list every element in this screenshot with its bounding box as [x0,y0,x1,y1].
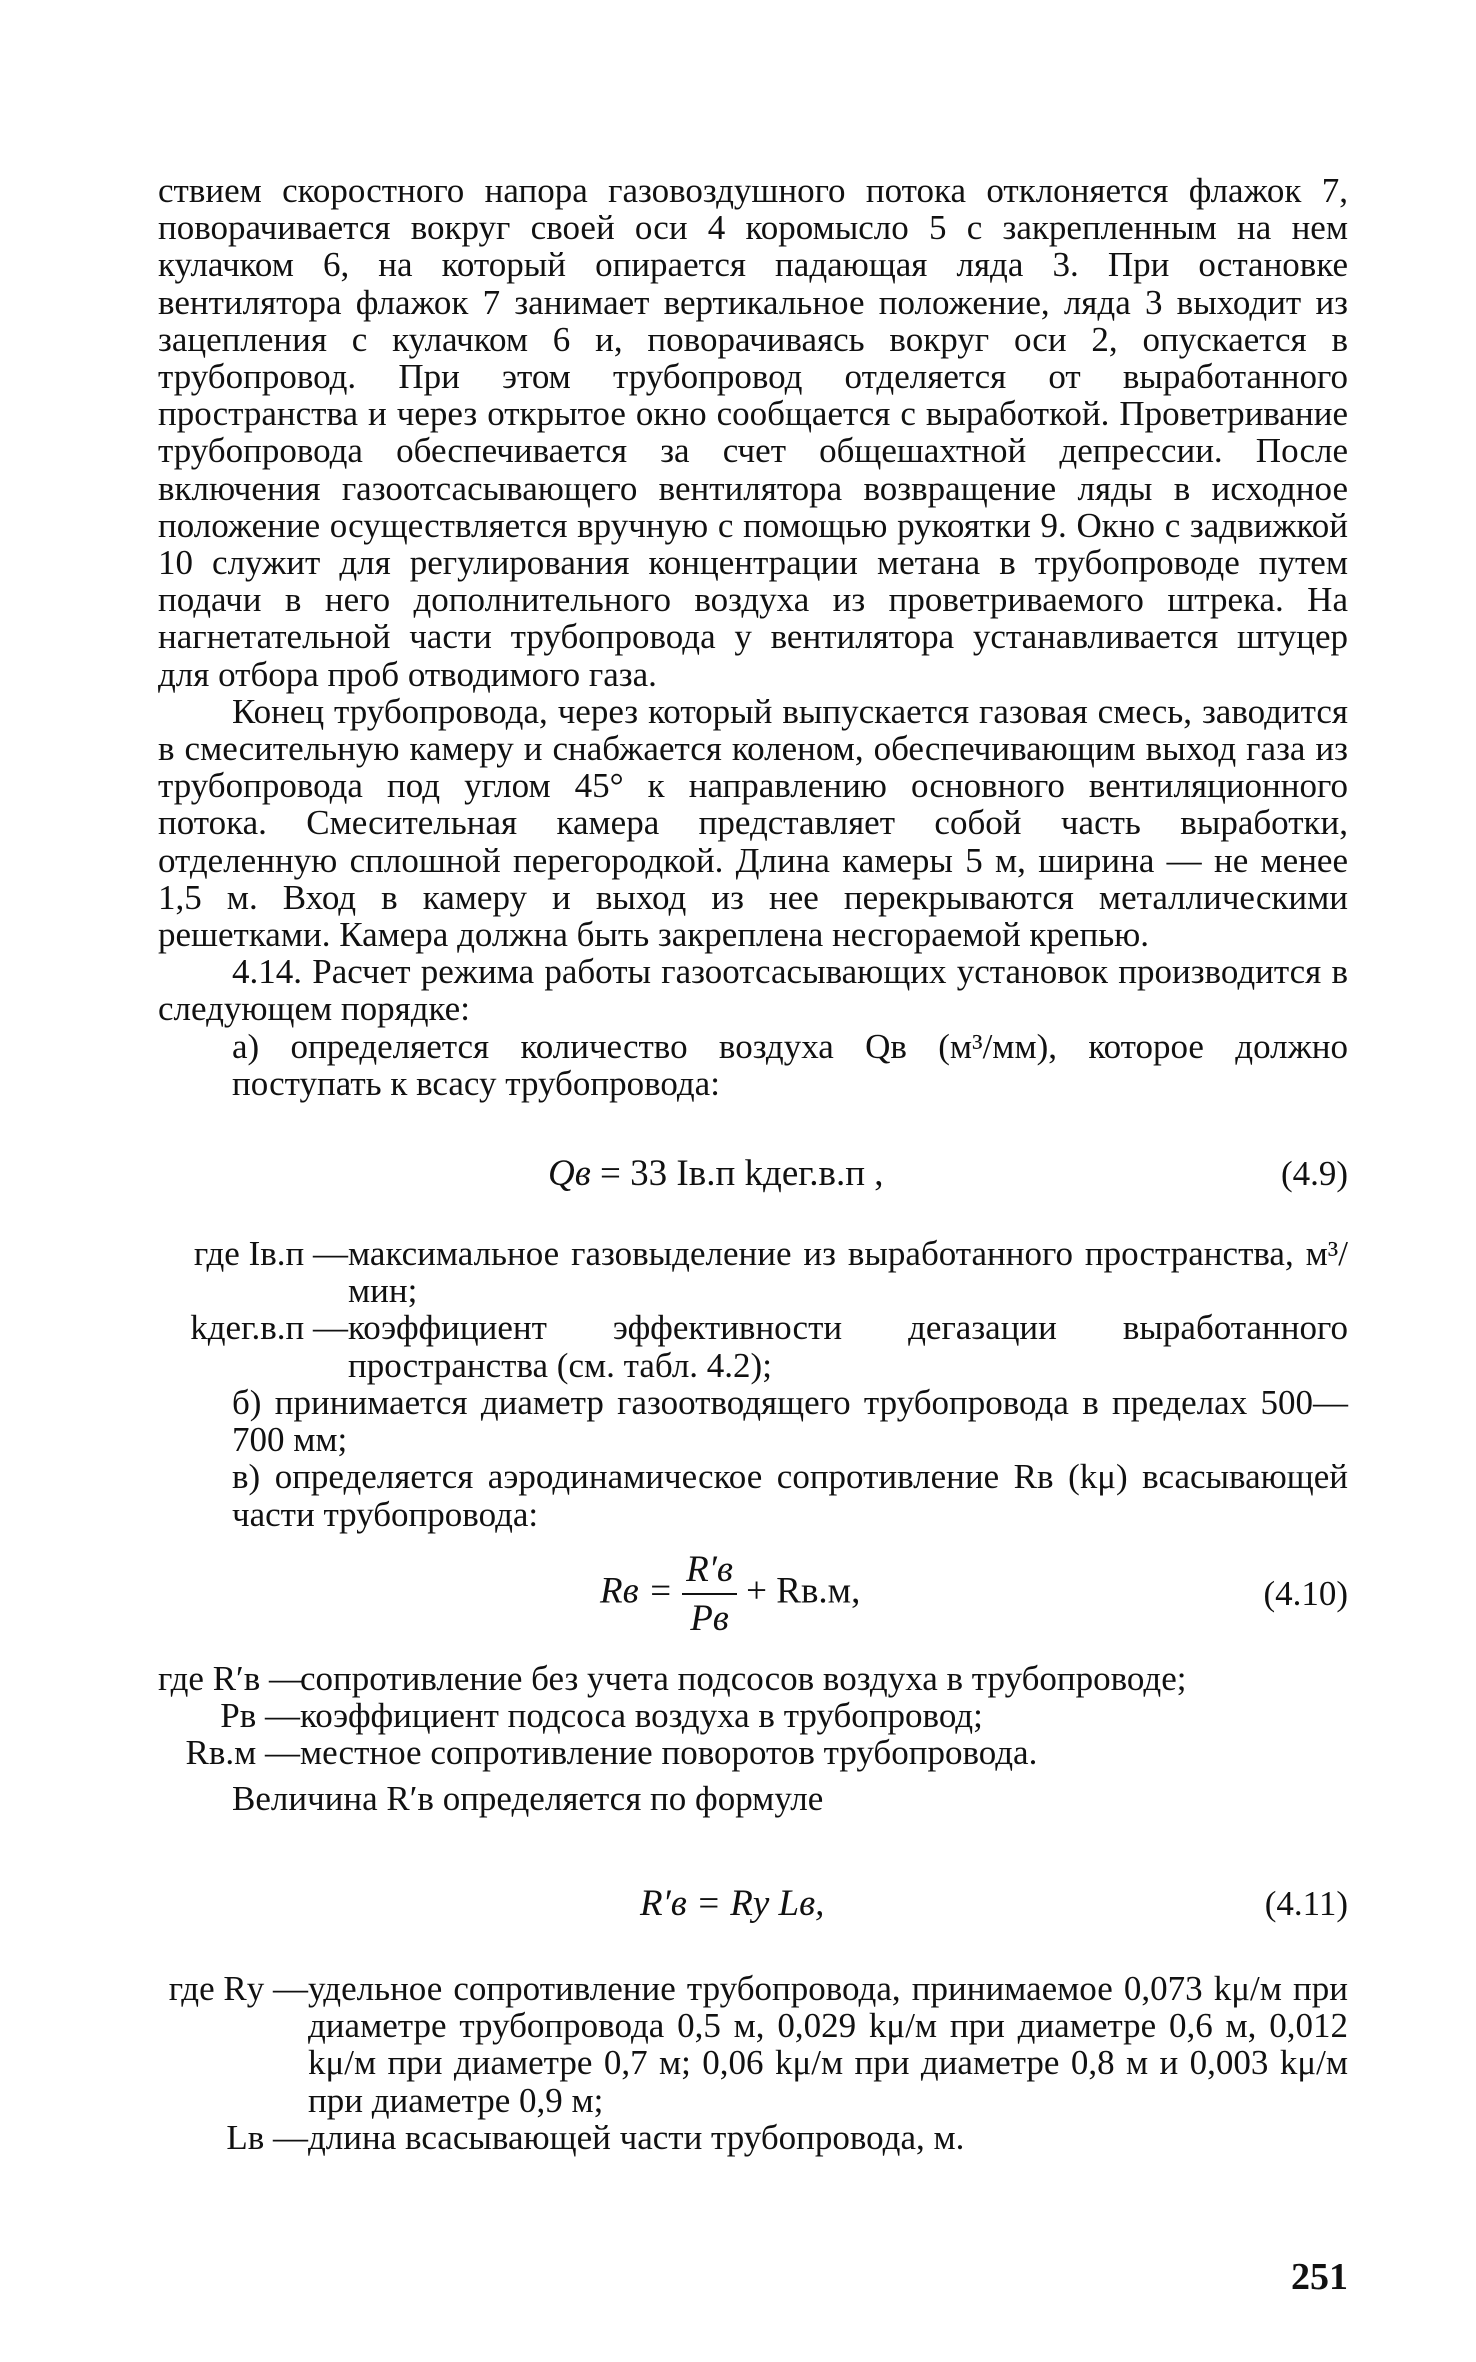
equation-number-4-11: (4.11) [1264,1884,1348,1923]
definition-symbol: Lв — [226,2117,308,2157]
definition-row [158,1970,1348,2119]
equation-number-4-10: (4.10) [1263,1574,1348,1613]
body-text-middle [158,1384,1348,1533]
equation-4-9 [548,1152,884,1195]
definition-row [158,2119,1348,2156]
item-c: в) определяется аэродинамическое сопротивление Rв (kμ) всасывающей части трубопровода: [232,1457,1348,1534]
paragraph-3: 4.14. Расчет режима работы газоотсасывающих установок производится в следующем порядке: [158,952,1348,1029]
definition-symbol: Rв.м — [185,1733,300,1773]
item-a: а) определяется количество воздуха Qв (м³/мм), которое должно поступать к всасу трубопровода: [232,1026,1348,1103]
definition-symbol: где Rу — [168,1969,308,2008]
definition-text: коэффициент эффективности дегазации выработанного пространства (см. табл. 4.2); [348,1308,1348,1385]
fraction-denominator: Pв [690,1598,729,1639]
eq-4-10-tail: + Rв.м, [746,1570,861,1612]
definition-row [158,1309,1348,1383]
definition-text: местное сопротивление поворотов трубопровода. [300,1733,1038,1773]
fraction-numerator: R′в [682,1548,737,1595]
definition-row [158,1697,1348,1734]
equation-4-11 [640,1882,824,1925]
definitions-4-10 [158,1660,1348,1772]
definition-symbol: где Iв.п — [193,1234,348,1273]
definition-text: удельное сопротивление трубопровода, принимаемое 0,073 kμ/м при диаметре трубопровода 0,5 м, 0,029 kμ/м при диаметре 0,6 м, 0,012 kμ/м при диаметре 0,7 м; 0,06 kμ/м при диаметре 0,8 м и 0,003 kμ/м при диаметре 0,9 м; [308,1969,1348,2120]
definition-row [158,1734,1348,1771]
sentence-value: Величина R′в определяется по формуле [232,1779,824,1818]
item-b: б) принимается диаметр газоотводящего трубопровода в пределах 500—700 мм; [232,1383,1348,1460]
eq-4-9-rhs: = 33 Iв.п kдег.в.п , [600,1153,884,1194]
page-number: 251 [1291,2256,1348,2298]
definition-text: длина всасывающей части трубопровода, м. [308,2117,965,2157]
definition-row [158,1235,1348,1309]
definition-text: сопротивление без учета подсосов воздуха в трубопроводе; [300,1659,1187,1698]
fraction [682,1548,737,1640]
paragraph-1: ствием скоростного напора газовоздушного потока отклоняется флажок 7, поворачивается вокруг своей оси 4 коромысло 5 с закрепленным на нем кулачком 6, на который опирается падающая ляда 3. При остановке вентилятора флажок 7 занимает вертикальное положение, ляда 3 выходит из зацепления с кулачком 6 и, поворачиваясь вокруг оси 2, опускается в трубопровод. При этом трубопровод отделяется от выработанного пространства и через открытое окно сообщается с выработкой. Проветривание трубопровода обеспечивается за счет общешахтной депрессии. После включения газоотсасывающего вентилятора возвращение ляды в исходное положение осуществляется вручную с помощью рукоятки 9. Окно с задвижкой 10 служит для регулирования концентрации метана в трубопроводе путем подачи в него дополнительного воздуха из проветриваемого штрека. На нагнетательной части трубопровода у вентилятора устанавливается штуцер для отбора проб отводимого газа. [158,171,1348,694]
equation-4-10 [600,1548,860,1640]
body-text-value [158,1780,1348,1817]
eq-4-10-lhs: Rв = [600,1570,673,1612]
definitions-4-9 [158,1235,1348,1384]
definition-symbol: Pв — [220,1696,300,1736]
definition-text: коэффициент подсоса воздуха в трубопровод; [300,1696,983,1736]
definition-symbol: kдег.в.п — [190,1308,348,1348]
definitions-4-11 [158,1970,1348,2156]
paragraph-2: Конец трубопровода, через который выпускается газовая смесь, заводится в смесительную камеру и снабжается коленом, обеспечивающим выход газа из трубопровода под углом 45° к направлению основного вентиляционного потока. Смесительная камера представляет собой часть выработки, отделенную сплошной перегородкой. Длина камеры 5 м, ширина — не менее 1,5 м. Вход в камеру и выход из нее перекрываются металлическими решетками. Камера должна быть закреплена несгораемой крепью. [158,691,1348,955]
definition-row [158,1660,1348,1697]
equation-number-4-9: (4.9) [1280,1154,1348,1193]
body-text-top [158,172,1348,1102]
eq-4-11-text: R′в = Rу Lв, [640,1883,825,1924]
definition-text: максимальное газовыделение из выработанного пространства, м³/мин; [348,1234,1348,1311]
eq-4-9-lhs: Qв [548,1153,591,1194]
definition-symbol: где R′в — [158,1659,304,1698]
